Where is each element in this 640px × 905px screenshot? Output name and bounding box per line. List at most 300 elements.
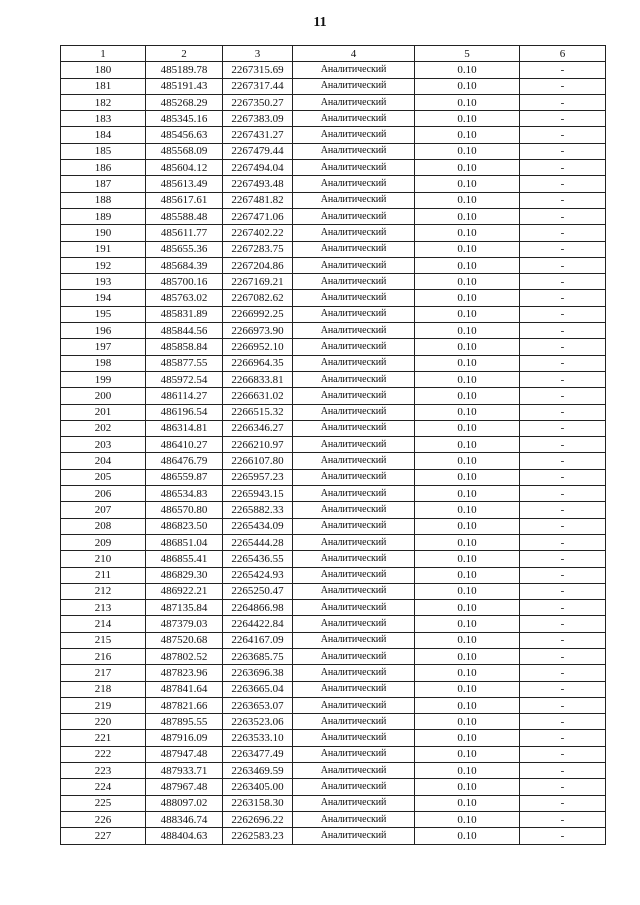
accuracy-cell: 0.10 <box>415 225 520 241</box>
point-number-cell: 203 <box>61 437 146 453</box>
accuracy-cell: 0.10 <box>415 469 520 485</box>
table-row <box>61 502 606 518</box>
y-coordinate-cell: 2266210.97 <box>223 437 293 453</box>
x-coordinate-cell: 485877.55 <box>146 355 223 371</box>
method-cell: Аналитический <box>293 94 415 110</box>
accuracy-cell: 0.10 <box>415 404 520 420</box>
accuracy-cell: 0.10 <box>415 339 520 355</box>
method-cell: Аналитический <box>293 486 415 502</box>
point-number-cell: 218 <box>61 681 146 697</box>
note-cell: - <box>520 518 606 534</box>
note-cell: - <box>520 534 606 550</box>
accuracy-cell: 0.10 <box>415 746 520 762</box>
column-header: 3 <box>223 46 293 62</box>
method-cell: Аналитический <box>293 160 415 176</box>
x-coordinate-cell: 486196.54 <box>146 404 223 420</box>
accuracy-cell: 0.10 <box>415 648 520 664</box>
method-cell: Аналитический <box>293 502 415 518</box>
x-coordinate-cell: 487895.55 <box>146 714 223 730</box>
table-row <box>61 632 606 648</box>
table-row <box>61 469 606 485</box>
x-coordinate-cell: 487947.48 <box>146 746 223 762</box>
method-cell: Аналитический <box>293 420 415 436</box>
point-number-cell: 216 <box>61 648 146 664</box>
method-cell: Аналитический <box>293 208 415 224</box>
x-coordinate-cell: 485345.16 <box>146 111 223 127</box>
x-coordinate-cell: 485763.02 <box>146 290 223 306</box>
note-cell: - <box>520 811 606 827</box>
table-row <box>61 486 606 502</box>
y-coordinate-cell: 2265943.15 <box>223 486 293 502</box>
y-coordinate-cell: 2267383.09 <box>223 111 293 127</box>
method-cell: Аналитический <box>293 388 415 404</box>
x-coordinate-cell: 486114.27 <box>146 388 223 404</box>
point-number-cell: 219 <box>61 697 146 713</box>
point-number-cell: 182 <box>61 94 146 110</box>
table-row <box>61 62 606 78</box>
point-number-cell: 221 <box>61 730 146 746</box>
accuracy-cell: 0.10 <box>415 111 520 127</box>
y-coordinate-cell: 2263158.30 <box>223 795 293 811</box>
x-coordinate-cell: 485588.48 <box>146 208 223 224</box>
accuracy-cell: 0.10 <box>415 714 520 730</box>
note-cell: - <box>520 62 606 78</box>
method-cell: Аналитический <box>293 616 415 632</box>
accuracy-cell: 0.10 <box>415 176 520 192</box>
y-coordinate-cell: 2265444.28 <box>223 534 293 550</box>
method-cell: Аналитический <box>293 632 415 648</box>
method-cell: Аналитический <box>293 355 415 371</box>
table-row <box>61 600 606 616</box>
accuracy-cell: 0.10 <box>415 730 520 746</box>
y-coordinate-cell: 2266973.90 <box>223 323 293 339</box>
note-cell: - <box>520 94 606 110</box>
method-cell: Аналитический <box>293 339 415 355</box>
note-cell: - <box>520 274 606 290</box>
note-cell: - <box>520 404 606 420</box>
x-coordinate-cell: 486314.81 <box>146 420 223 436</box>
x-coordinate-cell: 485568.09 <box>146 143 223 159</box>
accuracy-cell: 0.10 <box>415 616 520 632</box>
point-number-cell: 215 <box>61 632 146 648</box>
y-coordinate-cell: 2263685.75 <box>223 648 293 664</box>
accuracy-cell: 0.10 <box>415 518 520 534</box>
x-coordinate-cell: 487379.03 <box>146 616 223 632</box>
table-row <box>61 192 606 208</box>
accuracy-cell: 0.10 <box>415 763 520 779</box>
note-cell: - <box>520 486 606 502</box>
table-row <box>61 127 606 143</box>
method-cell: Аналитический <box>293 665 415 681</box>
point-number-cell: 204 <box>61 453 146 469</box>
x-coordinate-cell: 488346.74 <box>146 811 223 827</box>
table-row <box>61 828 606 844</box>
point-number-cell: 210 <box>61 551 146 567</box>
y-coordinate-cell: 2263533.10 <box>223 730 293 746</box>
point-number-cell: 194 <box>61 290 146 306</box>
table-row <box>61 681 606 697</box>
table-row <box>61 94 606 110</box>
note-cell: - <box>520 763 606 779</box>
accuracy-cell: 0.10 <box>415 355 520 371</box>
accuracy-cell: 0.10 <box>415 274 520 290</box>
point-number-cell: 225 <box>61 795 146 811</box>
point-number-cell: 213 <box>61 600 146 616</box>
point-number-cell: 223 <box>61 763 146 779</box>
accuracy-cell: 0.10 <box>415 371 520 387</box>
x-coordinate-cell: 487520.68 <box>146 632 223 648</box>
x-coordinate-cell: 485613.49 <box>146 176 223 192</box>
accuracy-cell: 0.10 <box>415 388 520 404</box>
note-cell: - <box>520 779 606 795</box>
x-coordinate-cell: 488097.02 <box>146 795 223 811</box>
table-header-row <box>61 46 606 62</box>
accuracy-cell: 0.10 <box>415 208 520 224</box>
note-cell: - <box>520 795 606 811</box>
note-cell: - <box>520 681 606 697</box>
point-number-cell: 222 <box>61 746 146 762</box>
method-cell: Аналитический <box>293 453 415 469</box>
x-coordinate-cell: 486855.41 <box>146 551 223 567</box>
y-coordinate-cell: 2264866.98 <box>223 600 293 616</box>
note-cell: - <box>520 828 606 844</box>
point-number-cell: 197 <box>61 339 146 355</box>
method-cell: Аналитический <box>293 323 415 339</box>
method-cell: Аналитический <box>293 518 415 534</box>
point-number-cell: 227 <box>61 828 146 844</box>
note-cell: - <box>520 746 606 762</box>
table-row <box>61 208 606 224</box>
table-row <box>61 665 606 681</box>
point-number-cell: 226 <box>61 811 146 827</box>
accuracy-cell: 0.10 <box>415 192 520 208</box>
y-coordinate-cell: 2263469.59 <box>223 763 293 779</box>
point-number-cell: 190 <box>61 225 146 241</box>
method-cell: Аналитический <box>293 111 415 127</box>
y-coordinate-cell: 2263477.49 <box>223 746 293 762</box>
table-row <box>61 257 606 273</box>
column-header: 5 <box>415 46 520 62</box>
y-coordinate-cell: 2267494.04 <box>223 160 293 176</box>
table-body <box>61 62 606 844</box>
y-coordinate-cell: 2265250.47 <box>223 583 293 599</box>
method-cell: Аналитический <box>293 257 415 273</box>
x-coordinate-cell: 485858.84 <box>146 339 223 355</box>
y-coordinate-cell: 2262696.22 <box>223 811 293 827</box>
note-cell: - <box>520 697 606 713</box>
accuracy-cell: 0.10 <box>415 632 520 648</box>
point-number-cell: 184 <box>61 127 146 143</box>
method-cell: Аналитический <box>293 274 415 290</box>
note-cell: - <box>520 437 606 453</box>
table-row <box>61 323 606 339</box>
y-coordinate-cell: 2264422.84 <box>223 616 293 632</box>
point-number-cell: 217 <box>61 665 146 681</box>
accuracy-cell: 0.10 <box>415 828 520 844</box>
y-coordinate-cell: 2263405.00 <box>223 779 293 795</box>
x-coordinate-cell: 485456.63 <box>146 127 223 143</box>
method-cell: Аналитический <box>293 730 415 746</box>
point-number-cell: 206 <box>61 486 146 502</box>
y-coordinate-cell: 2267315.69 <box>223 62 293 78</box>
note-cell: - <box>520 111 606 127</box>
x-coordinate-cell: 486851.04 <box>146 534 223 550</box>
x-coordinate-cell: 485617.61 <box>146 192 223 208</box>
method-cell: Аналитический <box>293 534 415 550</box>
x-coordinate-cell: 485844.56 <box>146 323 223 339</box>
y-coordinate-cell: 2267402.22 <box>223 225 293 241</box>
note-cell: - <box>520 567 606 583</box>
accuracy-cell: 0.10 <box>415 94 520 110</box>
point-number-cell: 214 <box>61 616 146 632</box>
accuracy-cell: 0.10 <box>415 453 520 469</box>
method-cell: Аналитический <box>293 78 415 94</box>
table-row <box>61 518 606 534</box>
x-coordinate-cell: 487967.48 <box>146 779 223 795</box>
table-row <box>61 225 606 241</box>
note-cell: - <box>520 714 606 730</box>
point-number-cell: 193 <box>61 274 146 290</box>
y-coordinate-cell: 2267481.82 <box>223 192 293 208</box>
accuracy-cell: 0.10 <box>415 306 520 322</box>
method-cell: Аналитический <box>293 828 415 844</box>
accuracy-cell: 0.10 <box>415 534 520 550</box>
method-cell: Аналитический <box>293 306 415 322</box>
method-cell: Аналитический <box>293 681 415 697</box>
y-coordinate-cell: 2265882.33 <box>223 502 293 518</box>
accuracy-cell: 0.10 <box>415 143 520 159</box>
table-row <box>61 274 606 290</box>
note-cell: - <box>520 453 606 469</box>
point-number-cell: 211 <box>61 567 146 583</box>
table-row <box>61 811 606 827</box>
table-row <box>61 339 606 355</box>
x-coordinate-cell: 487916.09 <box>146 730 223 746</box>
point-number-cell: 181 <box>61 78 146 94</box>
table-row <box>61 290 606 306</box>
y-coordinate-cell: 2267479.44 <box>223 143 293 159</box>
point-number-cell: 186 <box>61 160 146 176</box>
accuracy-cell: 0.10 <box>415 323 520 339</box>
point-number-cell: 201 <box>61 404 146 420</box>
method-cell: Аналитический <box>293 176 415 192</box>
table-row <box>61 355 606 371</box>
x-coordinate-cell: 486823.50 <box>146 518 223 534</box>
accuracy-cell: 0.10 <box>415 420 520 436</box>
note-cell: - <box>520 143 606 159</box>
x-coordinate-cell: 485189.78 <box>146 62 223 78</box>
accuracy-cell: 0.10 <box>415 811 520 827</box>
y-coordinate-cell: 2267350.27 <box>223 94 293 110</box>
x-coordinate-cell: 486829.30 <box>146 567 223 583</box>
y-coordinate-cell: 2265424.93 <box>223 567 293 583</box>
accuracy-cell: 0.10 <box>415 78 520 94</box>
column-header: 6 <box>520 46 606 62</box>
x-coordinate-cell: 486570.80 <box>146 502 223 518</box>
x-coordinate-cell: 485268.29 <box>146 94 223 110</box>
point-number-cell: 195 <box>61 306 146 322</box>
x-coordinate-cell: 485972.54 <box>146 371 223 387</box>
accuracy-cell: 0.10 <box>415 290 520 306</box>
method-cell: Аналитический <box>293 225 415 241</box>
note-cell: - <box>520 225 606 241</box>
x-coordinate-cell: 486922.21 <box>146 583 223 599</box>
point-number-cell: 185 <box>61 143 146 159</box>
table-row <box>61 583 606 599</box>
x-coordinate-cell: 488404.63 <box>146 828 223 844</box>
y-coordinate-cell: 2267471.06 <box>223 208 293 224</box>
note-cell: - <box>520 648 606 664</box>
accuracy-cell: 0.10 <box>415 160 520 176</box>
table-row <box>61 143 606 159</box>
note-cell: - <box>520 290 606 306</box>
x-coordinate-cell: 487821.66 <box>146 697 223 713</box>
table-row <box>61 697 606 713</box>
point-number-cell: 209 <box>61 534 146 550</box>
y-coordinate-cell: 2265436.55 <box>223 551 293 567</box>
y-coordinate-cell: 2267169.21 <box>223 274 293 290</box>
table-row <box>61 779 606 795</box>
table-row <box>61 306 606 322</box>
note-cell: - <box>520 469 606 485</box>
point-number-cell: 202 <box>61 420 146 436</box>
y-coordinate-cell: 2267082.62 <box>223 290 293 306</box>
y-coordinate-cell: 2265957.23 <box>223 469 293 485</box>
y-coordinate-cell: 2266992.25 <box>223 306 293 322</box>
table-row <box>61 534 606 550</box>
accuracy-cell: 0.10 <box>415 551 520 567</box>
accuracy-cell: 0.10 <box>415 665 520 681</box>
table-row <box>61 437 606 453</box>
accuracy-cell: 0.10 <box>415 62 520 78</box>
column-header: 2 <box>146 46 223 62</box>
x-coordinate-cell: 485191.43 <box>146 78 223 94</box>
table-row <box>61 78 606 94</box>
note-cell: - <box>520 665 606 681</box>
table-row <box>61 616 606 632</box>
x-coordinate-cell: 485655.36 <box>146 241 223 257</box>
table-row <box>61 404 606 420</box>
table-row <box>61 795 606 811</box>
y-coordinate-cell: 2264167.09 <box>223 632 293 648</box>
note-cell: - <box>520 257 606 273</box>
accuracy-cell: 0.10 <box>415 795 520 811</box>
point-number-cell: 183 <box>61 111 146 127</box>
accuracy-cell: 0.10 <box>415 257 520 273</box>
y-coordinate-cell: 2266833.81 <box>223 371 293 387</box>
method-cell: Аналитический <box>293 795 415 811</box>
y-coordinate-cell: 2263653.07 <box>223 697 293 713</box>
point-number-cell: 180 <box>61 62 146 78</box>
x-coordinate-cell: 486476.79 <box>146 453 223 469</box>
table-row <box>61 160 606 176</box>
table-row <box>61 111 606 127</box>
table-row <box>61 388 606 404</box>
accuracy-cell: 0.10 <box>415 127 520 143</box>
y-coordinate-cell: 2267493.48 <box>223 176 293 192</box>
x-coordinate-cell: 487933.71 <box>146 763 223 779</box>
note-cell: - <box>520 323 606 339</box>
point-number-cell: 212 <box>61 583 146 599</box>
note-cell: - <box>520 339 606 355</box>
note-cell: - <box>520 192 606 208</box>
point-number-cell: 205 <box>61 469 146 485</box>
note-cell: - <box>520 388 606 404</box>
y-coordinate-cell: 2266107.80 <box>223 453 293 469</box>
note-cell: - <box>520 730 606 746</box>
method-cell: Аналитический <box>293 714 415 730</box>
note-cell: - <box>520 616 606 632</box>
table-row <box>61 371 606 387</box>
method-cell: Аналитический <box>293 143 415 159</box>
y-coordinate-cell: 2263523.06 <box>223 714 293 730</box>
method-cell: Аналитический <box>293 551 415 567</box>
point-number-cell: 198 <box>61 355 146 371</box>
table-row <box>61 420 606 436</box>
x-coordinate-cell: 485604.12 <box>146 160 223 176</box>
y-coordinate-cell: 2266515.32 <box>223 404 293 420</box>
accuracy-cell: 0.10 <box>415 600 520 616</box>
note-cell: - <box>520 127 606 143</box>
method-cell: Аналитический <box>293 192 415 208</box>
x-coordinate-cell: 485831.89 <box>146 306 223 322</box>
note-cell: - <box>520 176 606 192</box>
accuracy-cell: 0.10 <box>415 241 520 257</box>
method-cell: Аналитический <box>293 779 415 795</box>
table-row <box>61 730 606 746</box>
method-cell: Аналитический <box>293 600 415 616</box>
table-row <box>61 567 606 583</box>
method-cell: Аналитический <box>293 583 415 599</box>
note-cell: - <box>520 355 606 371</box>
note-cell: - <box>520 78 606 94</box>
point-number-cell: 187 <box>61 176 146 192</box>
table-row <box>61 551 606 567</box>
table-row <box>61 241 606 257</box>
method-cell: Аналитический <box>293 697 415 713</box>
x-coordinate-cell: 486534.83 <box>146 486 223 502</box>
accuracy-cell: 0.10 <box>415 681 520 697</box>
accuracy-cell: 0.10 <box>415 437 520 453</box>
method-cell: Аналитический <box>293 648 415 664</box>
method-cell: Аналитический <box>293 763 415 779</box>
note-cell: - <box>520 583 606 599</box>
column-header: 4 <box>293 46 415 62</box>
method-cell: Аналитический <box>293 469 415 485</box>
method-cell: Аналитический <box>293 811 415 827</box>
method-cell: Аналитический <box>293 62 415 78</box>
accuracy-cell: 0.10 <box>415 486 520 502</box>
note-cell: - <box>520 551 606 567</box>
x-coordinate-cell: 487823.96 <box>146 665 223 681</box>
y-coordinate-cell: 2263696.38 <box>223 665 293 681</box>
y-coordinate-cell: 2262583.23 <box>223 828 293 844</box>
y-coordinate-cell: 2267283.75 <box>223 241 293 257</box>
method-cell: Аналитический <box>293 404 415 420</box>
table-row <box>61 714 606 730</box>
accuracy-cell: 0.10 <box>415 502 520 518</box>
accuracy-cell: 0.10 <box>415 583 520 599</box>
point-number-cell: 188 <box>61 192 146 208</box>
y-coordinate-cell: 2265434.09 <box>223 518 293 534</box>
point-number-cell: 207 <box>61 502 146 518</box>
method-cell: Аналитический <box>293 241 415 257</box>
note-cell: - <box>520 420 606 436</box>
accuracy-cell: 0.10 <box>415 567 520 583</box>
x-coordinate-cell: 485611.77 <box>146 225 223 241</box>
point-number-cell: 224 <box>61 779 146 795</box>
coordinates-table <box>60 45 606 845</box>
